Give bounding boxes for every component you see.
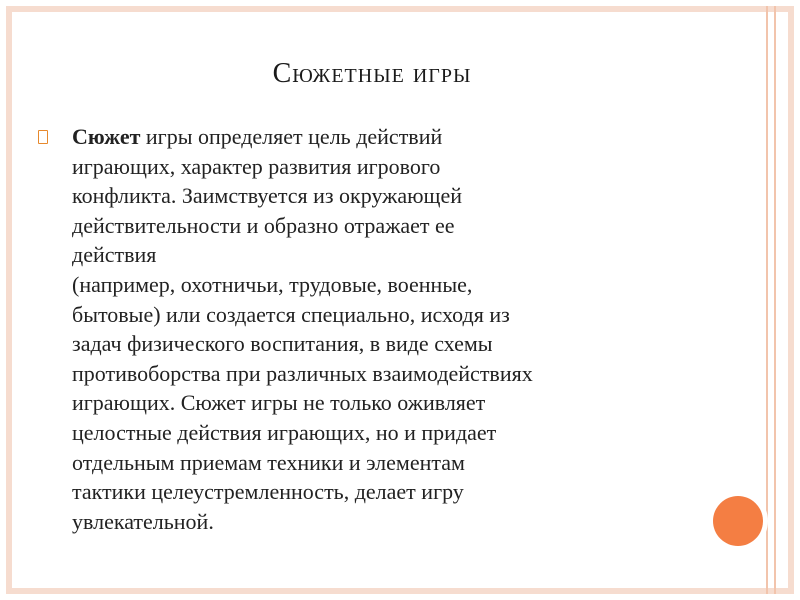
slide-title: Сюжетные игры bbox=[272, 58, 472, 89]
accent-line bbox=[766, 6, 768, 594]
body-paragraph bbox=[72, 122, 682, 536]
slide-body bbox=[38, 122, 688, 536]
accent-line bbox=[774, 6, 776, 594]
square-bullet-icon bbox=[38, 130, 48, 144]
decorative-orb bbox=[713, 496, 763, 546]
paragraph-text: игры определяет цель действий играющих, характер развития игрового конфликта. Заимствуется из окружающей действительности и образно отражает ее действия (например, охотничьи, трудовые, военные, бытовые) или создается специально, исходя из задач физического воспитания, в виде схемы противоборства при различных взаимодействиях играющих. Сюжет игры не только оживляет целостные действия играющих, но и придает отдельным приемам техники и элементам тактики целеустремленность, делает игру увлекательной. bbox=[72, 124, 533, 534]
bold-lead: Сюжет bbox=[72, 124, 141, 149]
